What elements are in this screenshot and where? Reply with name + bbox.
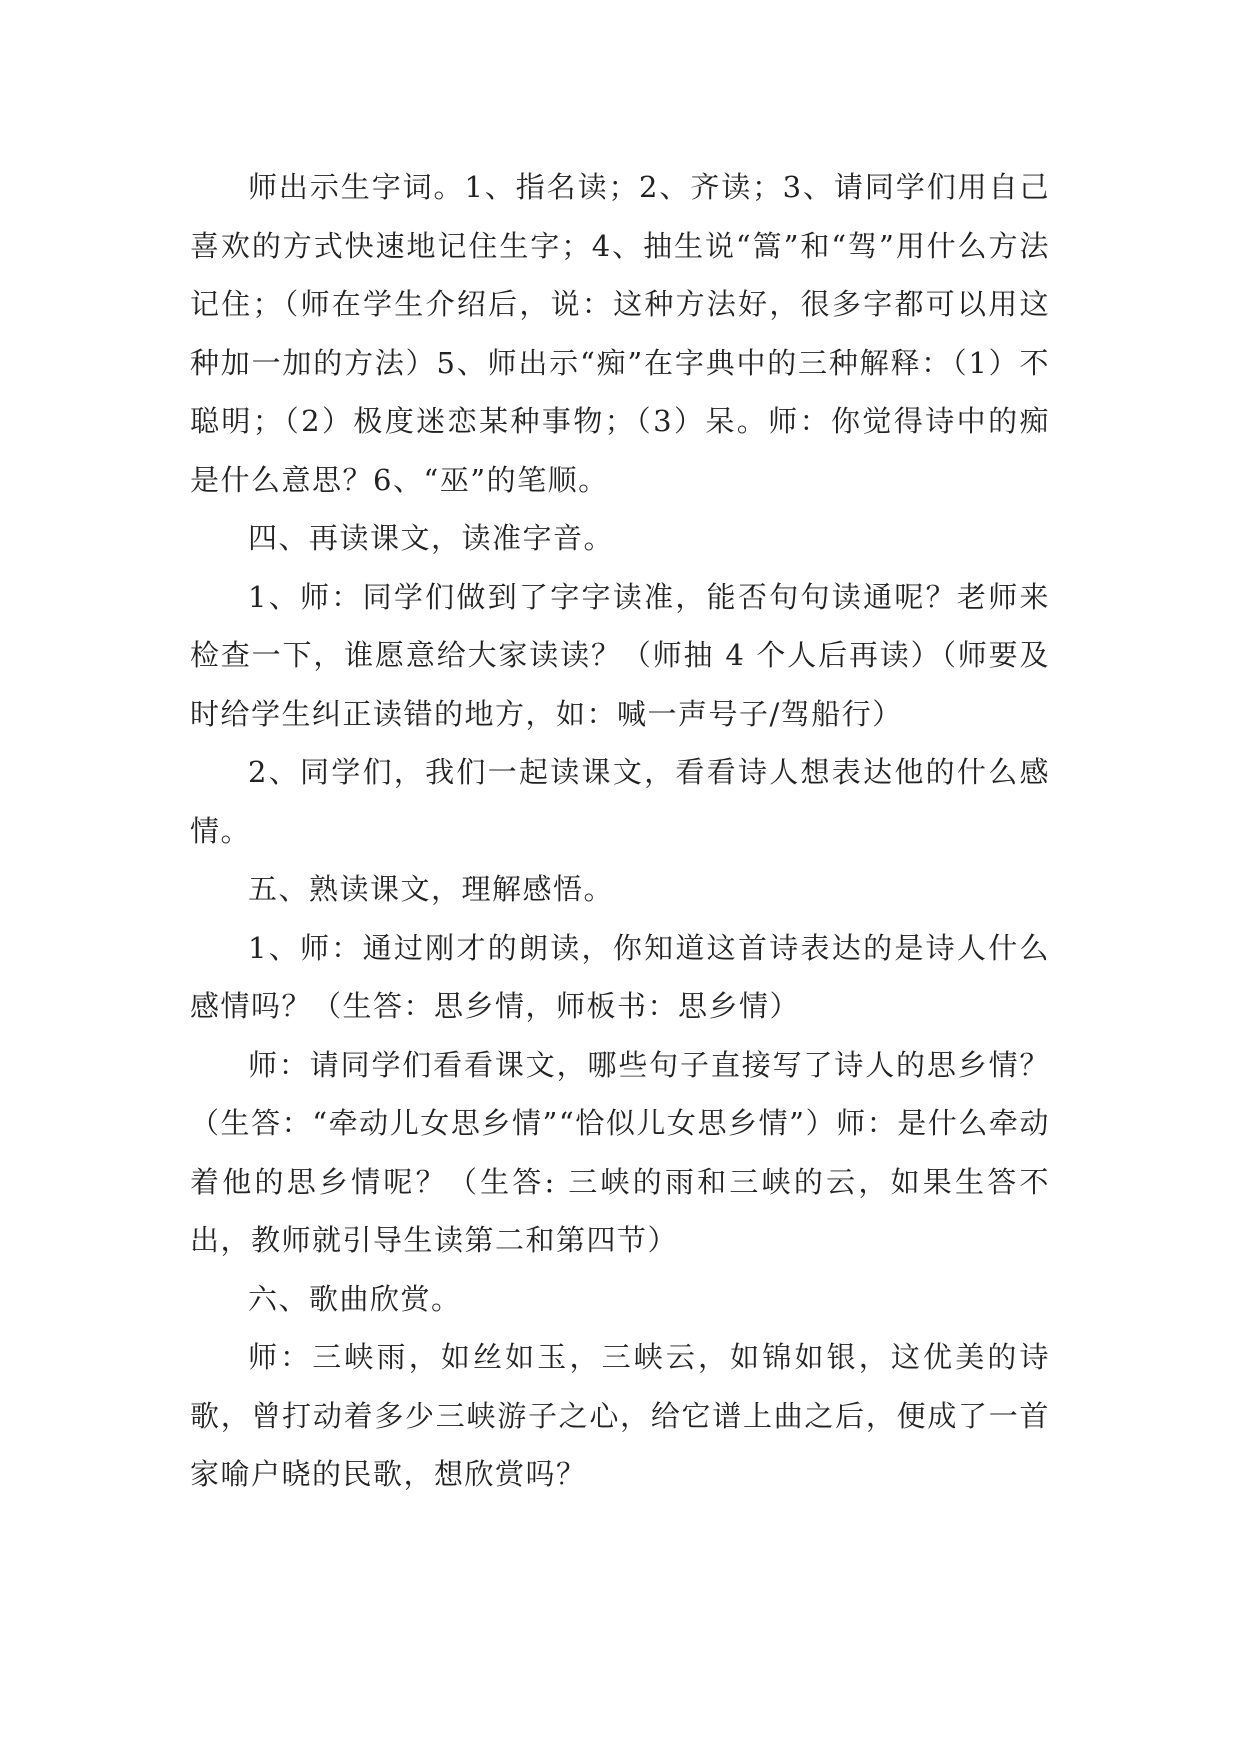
paragraph-understand-2: 师：请同学们看看课文，哪些句子直接写了诗人的思乡情？（生答：“牵动儿女思乡情”“恰似儿女思乡情”）师：是什么牵动着他的思乡情呢？（生答: 三峡的雨和三峡的云，如果生答不出，教师就引导生读第二和第四节）: [190, 1047, 1050, 1257]
paragraph-reread-1: 1、师：同学们做到了字字读准，能否句句读通呢？老师来检查一下，谁愿意给大家读读？（师抽 4 个人后再读）（师要及时给学生纠正读错的地方，如：喊一声号子/驾船行）: [190, 579, 1050, 731]
paragraph-reread-2: 2、同学们，我们一起读课文，看看诗人想表达他的什么感情。: [190, 755, 1050, 848]
document-page: [190, 158, 1050, 1504]
section-heading-reread: 四、再读课文，读准字音。: [248, 521, 615, 555]
paragraph-vocabulary: 师出示生字词。1、指名读；2、齐读；3、请同学们用自己喜欢的方式快速地记住生字；4、抽生说“篙”和“驾”用什么方法记住；（师在学生介绍后，说：这种方法好，很多字都可以用这种加一加的方法）5、师出示“痴”在字典中的三种解释：（1）不聪明；（2）极度迷恋某种事物；（3）呆。师：你觉得诗中的痴是什么意思？6、“巫”的笔顺。: [190, 170, 1050, 497]
section-heading-song: 六、歌曲欣赏。: [248, 1281, 462, 1316]
paragraph-song: 师：三峡雨，如丝如玉，三峡云，如锦如银，这优美的诗歌，曾打动着多少三峡游子之心，给它谱上曲之后，便成了一首家喻户晓的民歌，想欣赏吗？: [190, 1340, 1050, 1491]
paragraph-understand-1: 1、师：通过刚才的朗读，你知道这首诗表达的是诗人什么感情吗？（生答：思乡情，师板书：思乡情）: [190, 930, 1050, 1023]
section-heading-understand: 五、熟读课文，理解感悟。: [248, 872, 615, 906]
